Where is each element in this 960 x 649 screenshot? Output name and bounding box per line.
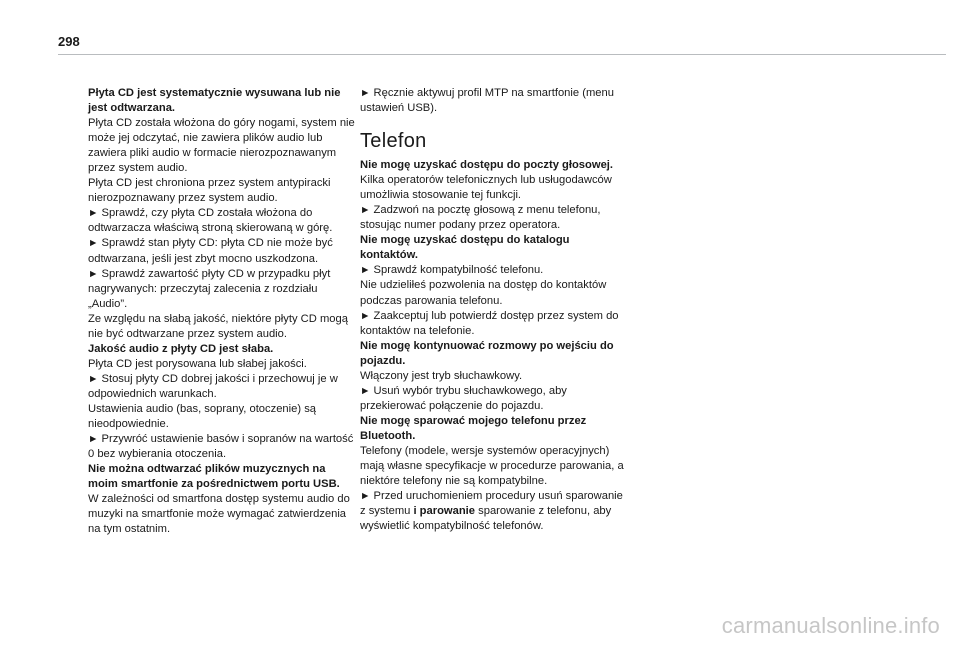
paragraph: Nie udzieliłeś pozwolenia na dostęp do kontaktów podczas parowania telefonu. xyxy=(360,279,607,307)
instruction-text: sparowanie z telefonu, aby wyświetlić kompatybilność telefonów. xyxy=(360,505,612,533)
instruction-step xyxy=(360,489,630,534)
instruction-step xyxy=(360,203,630,233)
paragraph-heading: Nie można odtwarzać plików muzycznych na moim smartfonie za pośrednictwem portu USB. xyxy=(88,463,340,491)
header-divider xyxy=(58,54,946,55)
paragraph-heading: Nie mogę uzyskać dostępu do katalogu kontaktów. xyxy=(360,234,570,262)
instruction-text: Zadzwoń na pocztę głosową z menu telefonu, stosując numer podany przez operatora. xyxy=(360,204,601,232)
arrow-icon: ► xyxy=(360,384,371,397)
instruction-text: Zaakceptuj lub potwierdź dostęp przez system do kontaktów na telefonie. xyxy=(360,309,619,337)
instruction-text: Przywróć ustawienie basów i sopranów na wartość 0 bez wybierania otoczenia. xyxy=(88,433,354,461)
instruction-step xyxy=(360,384,630,414)
right-column xyxy=(360,86,630,534)
paragraph-heading: Nie mogę sparować mojego telefonu przez Bluetooth. xyxy=(360,414,587,442)
instruction-text: Sprawdź, czy płyta CD została włożona do odtwarzacza właściwą stroną skierowaną w górę. xyxy=(88,207,333,235)
paragraph-heading: Nie mogę uzyskać dostępu do poczty głosowej. xyxy=(360,159,614,172)
instruction-step xyxy=(360,263,630,278)
arrow-icon: ► xyxy=(360,264,371,277)
paragraph: Płyta CD jest porysowana lub słabej jakości. xyxy=(88,357,307,370)
arrow-icon: ► xyxy=(360,204,371,217)
arrow-icon: ► xyxy=(88,237,99,250)
instruction-step xyxy=(88,236,356,266)
instruction-text: Sprawdź zawartość płyty CD w przypadku płyt nagrywanych: przeczytaj zalecenia z rozdziału „Audio”. xyxy=(88,267,331,310)
paragraph: W zależności od smartfona dostęp systemu audio do muzyki na smartfonie może wymagać zatwierdzenia na tym ostatnim. xyxy=(88,493,350,536)
paragraph-heading: Jakość audio z płyty CD jest słaba. xyxy=(88,342,274,355)
instruction-step xyxy=(360,309,630,339)
watermark: carmanualsonline.info xyxy=(721,613,940,638)
arrow-icon: ► xyxy=(360,490,371,503)
instruction-text: Sprawdź stan płyty CD: płyta CD nie może być odtwarzana, jeśli jest zbyt mocno uszkodzona. xyxy=(88,237,333,265)
paragraph: Ze względu na słabą jakość, niektóre płyty CD mogą nie być odtwarzane przez system audio. xyxy=(88,312,348,340)
arrow-icon: ► xyxy=(360,87,371,99)
arrow-icon: ► xyxy=(360,309,371,322)
arrow-icon: ► xyxy=(88,433,99,446)
instruction-text: Ręcznie aktywuj profil MTP na smartfonie (menu ustawień USB). xyxy=(360,87,614,115)
instruction-step xyxy=(88,432,356,462)
page-number: 298 xyxy=(58,34,80,49)
instruction-text: Usuń wybór trybu słuchawkowego, aby przekierować połączenie do pojazdu. xyxy=(360,384,567,412)
paragraph: Płyta CD została włożona do góry nogami, system nie może jej odczytać, nie zawiera plików audio lub zawiera pliki audio w formacie nierozpoznawanym przez system audio. xyxy=(88,117,355,175)
instruction-emphasis: i parowanie xyxy=(413,505,476,518)
arrow-icon: ► xyxy=(88,267,99,280)
paragraph: Płyta CD jest chroniona przez system antypiracki nierozpoznawany przez system audio. xyxy=(88,177,331,205)
left-column xyxy=(88,86,356,537)
paragraph-heading: Płyta CD jest systematycznie wysuwana lub nie jest odtwarzana. xyxy=(88,87,341,115)
instruction-step xyxy=(88,267,356,312)
arrow-icon: ► xyxy=(88,207,99,220)
instruction-text: Stosuj płyty CD dobrej jakości i przechowuj je w odpowiednich warunkach. xyxy=(88,372,338,400)
instruction-step xyxy=(360,86,630,116)
paragraph: Ustawienia audio (bas, soprany, otoczenie) są nieodpowiednie. xyxy=(88,402,317,431)
section-heading-telefon: Telefon xyxy=(360,130,427,153)
arrow-icon: ► xyxy=(88,372,99,385)
instruction-step xyxy=(88,206,356,236)
instruction-text: Sprawdź kompatybilność telefonu. xyxy=(370,264,544,277)
instruction-text: Przed uruchomieniem procedury usuń sparowanie z systemu xyxy=(360,490,623,518)
paragraph: Telefony (modele, wersje systemów operacyjnych) mają własne specyfikacje w procedurze parowania, a niektóre telefony nie są kompatybilne. xyxy=(360,444,624,488)
instruction-step xyxy=(88,372,356,402)
paragraph: Kilka operatorów telefonicznych lub usługodawców umożliwia stosowanie tej funkcji. xyxy=(360,174,612,202)
paragraph-heading: Nie mogę kontynuować rozmowy po wejściu do pojazdu. xyxy=(360,339,614,367)
paragraph: Włączony jest tryb słuchawkowy. xyxy=(360,369,523,382)
